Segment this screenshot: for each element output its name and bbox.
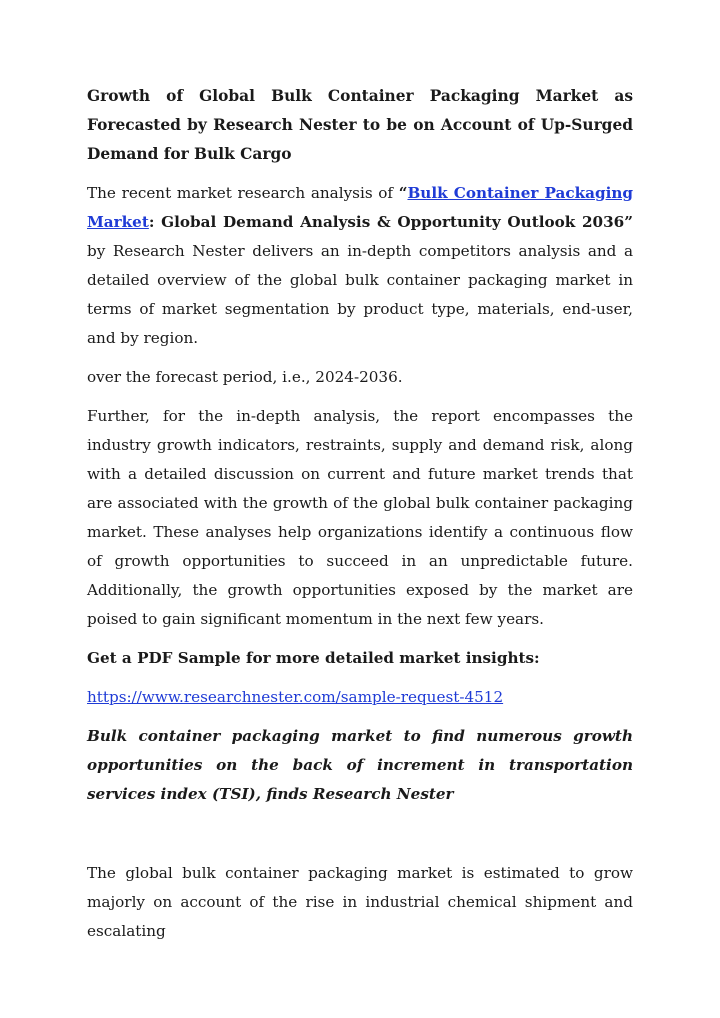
- sample-link[interactable]: https://www.researchnester.com/sample-request-4512: [87, 688, 504, 706]
- section-spacer: [87, 809, 633, 849]
- document-title: Growth of Global Bulk Container Packaging Market as Forecasted by Research Nester to be on Account of Up-Surged Demand for Bulk Cargo: [87, 87, 633, 163]
- forecast-line: over the forecast period, i.e., 2024-2036.: [87, 368, 403, 386]
- document-page: [87, 82, 633, 946]
- pdf-heading: Get a PDF Sample for more detailed market insights:: [87, 649, 540, 667]
- further-paragraph: Further, for the in-depth analysis, the report encompasses the industry growth indicators, restraints, supply and demand risk, along with a detailed discussion on current and future market trends that are associated with the growth of the global bulk container packaging market. These analyses help organizations identify a continuous flow of growth opportunities to succeed in an unpredictable future. Additionally, the growth opportunities exposed by the market are poised to gain significant momentum in the next few years.: [87, 407, 633, 628]
- intro-paragraph: [87, 179, 633, 353]
- subheading: Bulk container packaging market to find numerous growth opportunities on the back of increment in transportation services index (TSI), finds Research Nester: [87, 727, 633, 803]
- report-link[interactable]: Bulk Container Packaging Market: [87, 184, 634, 231]
- closing-paragraph: The global bulk container packaging market is estimated to grow majorly on account of the rise in industrial chemical shipment and escalating: [87, 864, 633, 940]
- intro-tail: by Research Nester delivers an in-depth competitors analysis and a detailed overview of the global bulk container packaging market in terms of market segmentation by product type, materials, end-user, and by region.: [87, 242, 633, 347]
- close-quote: ”: [624, 213, 633, 231]
- report-title-rest: : Global Demand Analysis & Opportunity Outlook 2036: [148, 213, 625, 231]
- sample-link-paragraph: [87, 683, 633, 712]
- open-quote: “: [398, 184, 408, 202]
- intro-lead: The recent market research analysis of: [87, 184, 399, 202]
